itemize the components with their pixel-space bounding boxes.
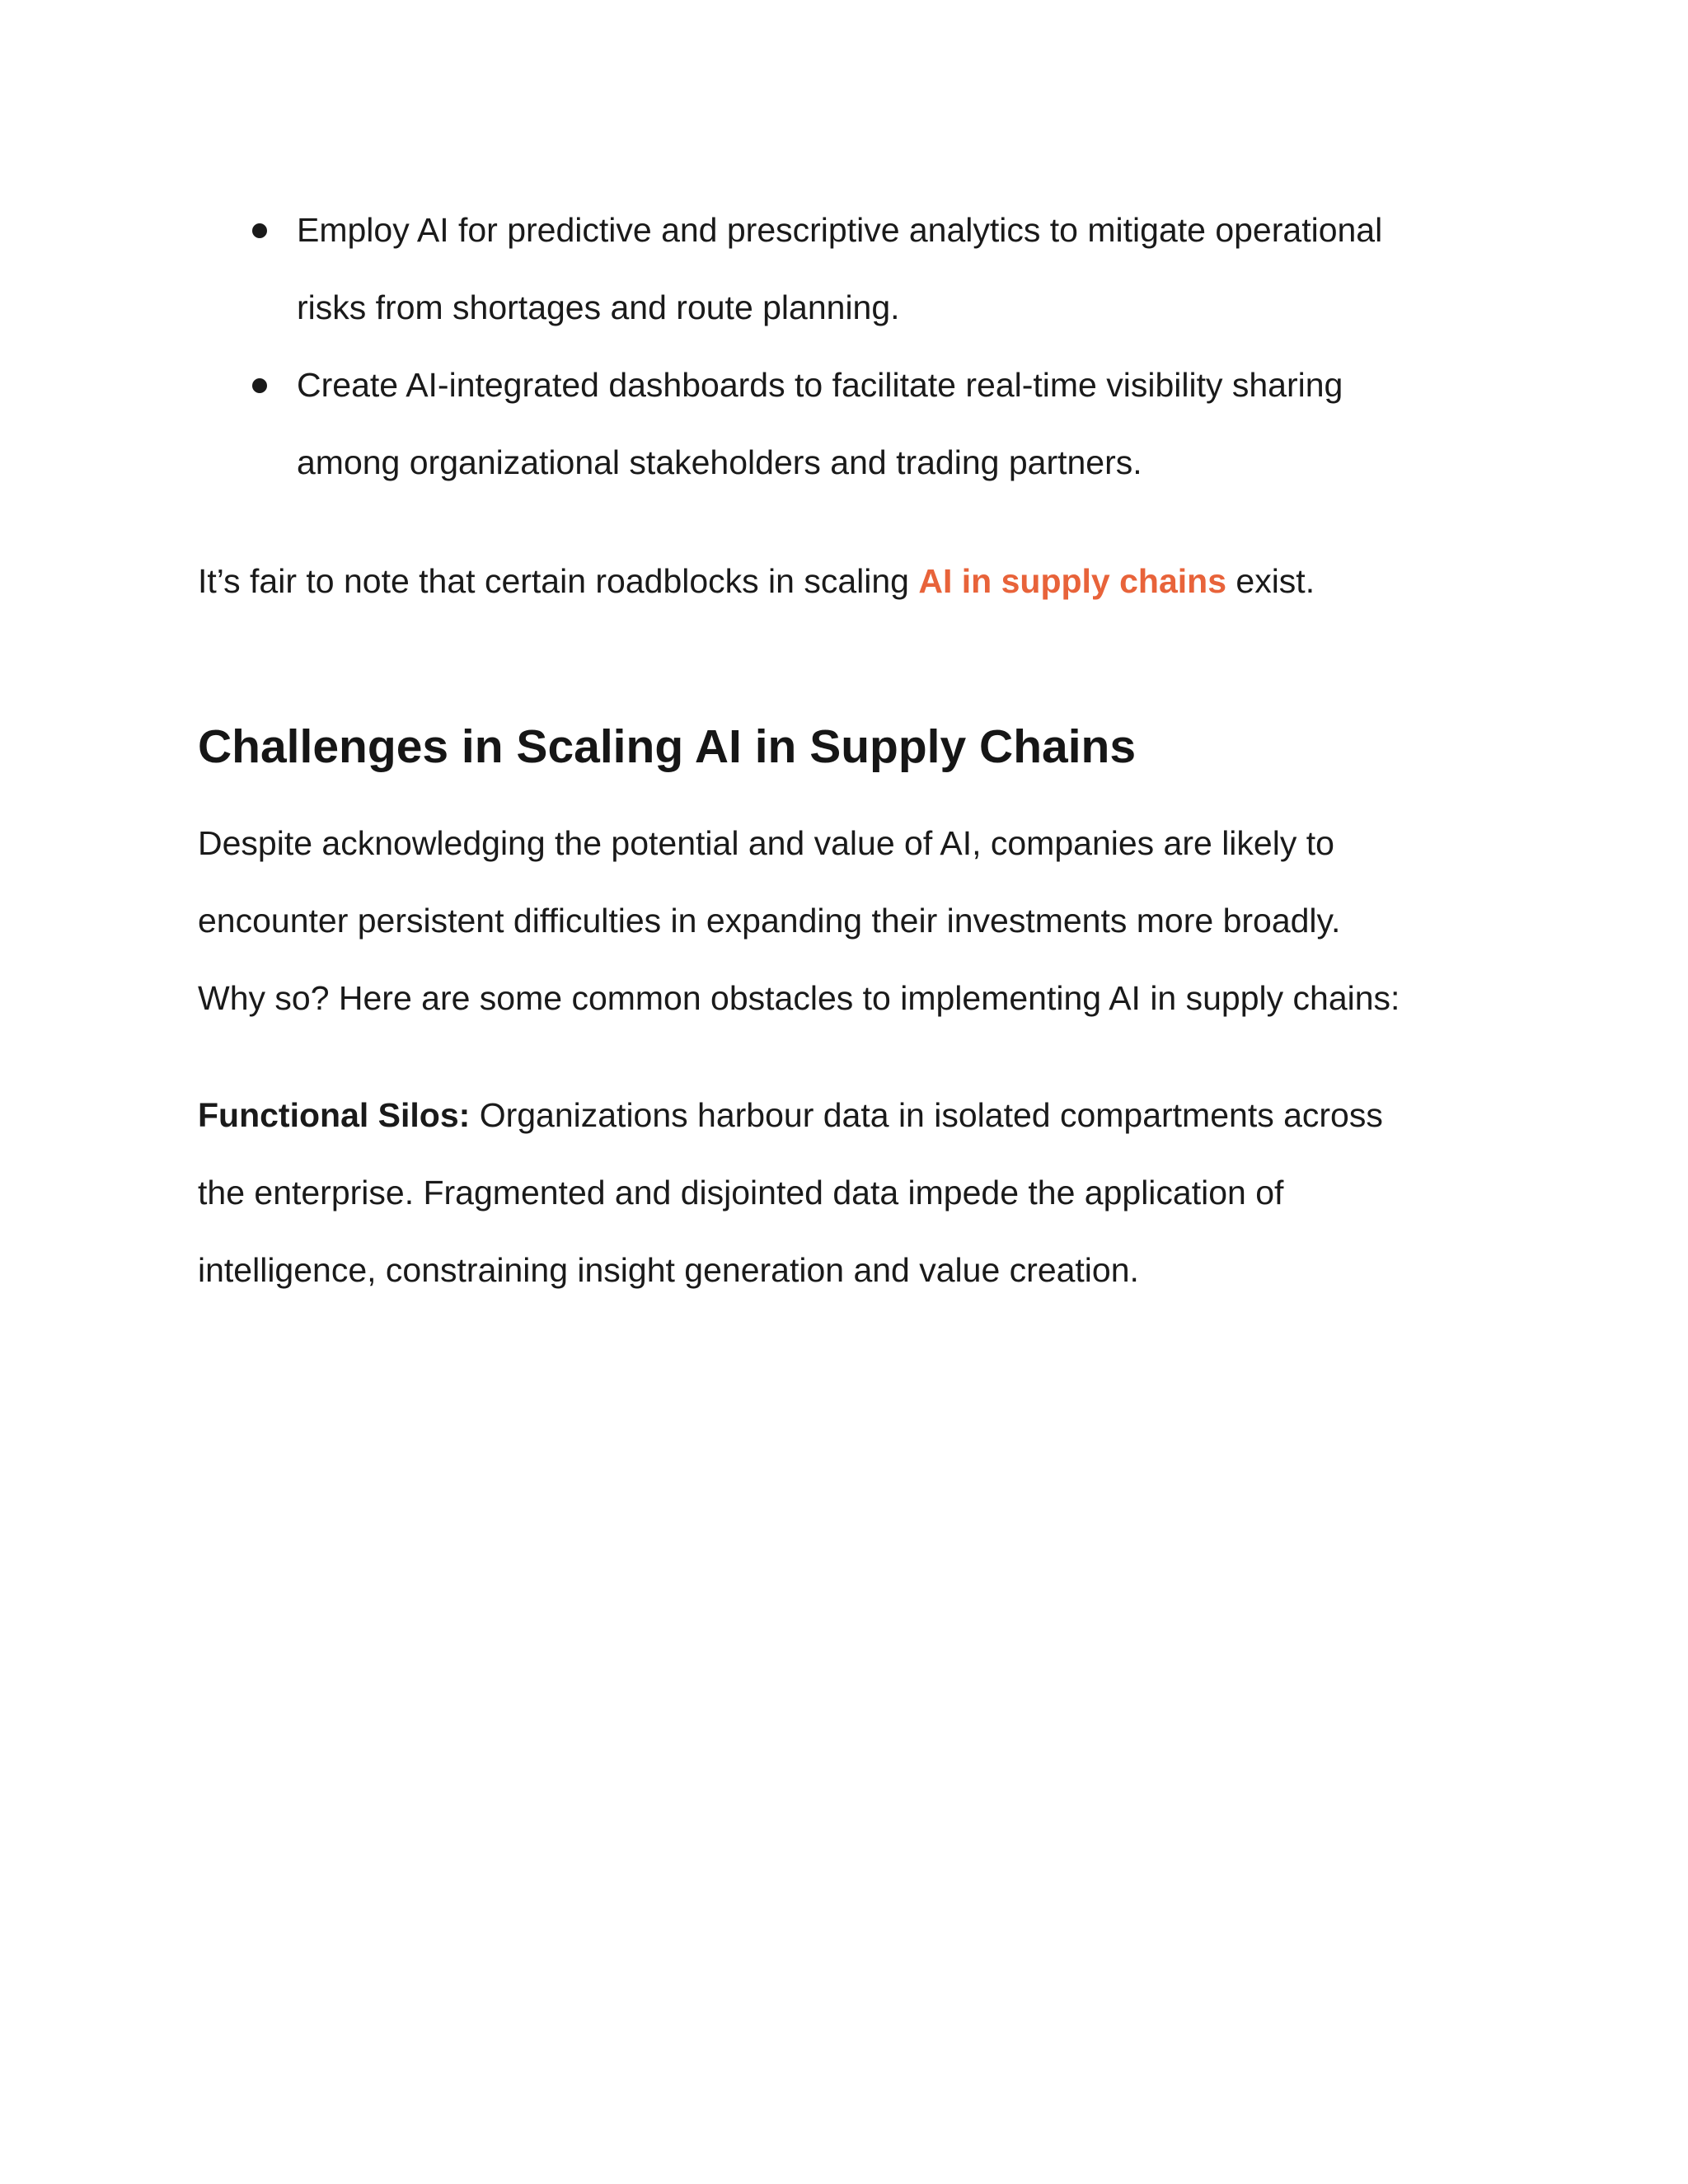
- intro-line: Why so? Here are some common obstacles to implementing AI in supply chains:: [198, 979, 1400, 1017]
- bullet-text-line: among organizational stakeholders and trading partners.: [297, 443, 1142, 481]
- roadblocks-text-after: exist.: [1226, 562, 1315, 600]
- list-item: [198, 191, 1500, 346]
- silos-line: the enterprise. Fragmented and disjointed data impede the application of: [198, 1174, 1284, 1212]
- bullet-icon: [252, 378, 267, 393]
- silos-line: intelligence, constraining insight generation and value creation.: [198, 1251, 1139, 1289]
- roadblocks-text-before: It’s fair to note that certain roadblocks in scaling: [198, 562, 919, 600]
- roadblocks-line: [198, 542, 1500, 620]
- intro-paragraph: [198, 804, 1500, 1037]
- functional-silos-label: Functional Silos:: [198, 1096, 471, 1134]
- bullet-list: [198, 191, 1500, 501]
- roadblocks-paragraph: [198, 542, 1500, 620]
- list-item: [198, 346, 1500, 501]
- bullet-text-line: Create AI-integrated dashboards to facilitate real-time visibility sharing: [297, 366, 1343, 404]
- section-heading: Challenges in Scaling AI in Supply Chains: [198, 720, 1137, 773]
- bullet-text-line: risks from shortages and route planning.: [297, 288, 900, 326]
- intro-line: encounter persistent difficulties in expanding their investments more broadly.: [198, 902, 1341, 940]
- silos-line: [198, 1076, 1500, 1154]
- bullet-text-line: Employ AI for predictive and prescriptive analytics to mitigate operational: [297, 211, 1383, 249]
- functional-silos-paragraph: [198, 1076, 1500, 1309]
- silos-text: Organizations harbour data in isolated compartments across: [470, 1096, 1383, 1134]
- bullet-icon: [252, 223, 267, 238]
- intro-line: Despite acknowledging the potential and value of AI, companies are likely to: [198, 824, 1334, 862]
- ai-supply-chains-link[interactable]: AI in supply chains: [918, 562, 1226, 600]
